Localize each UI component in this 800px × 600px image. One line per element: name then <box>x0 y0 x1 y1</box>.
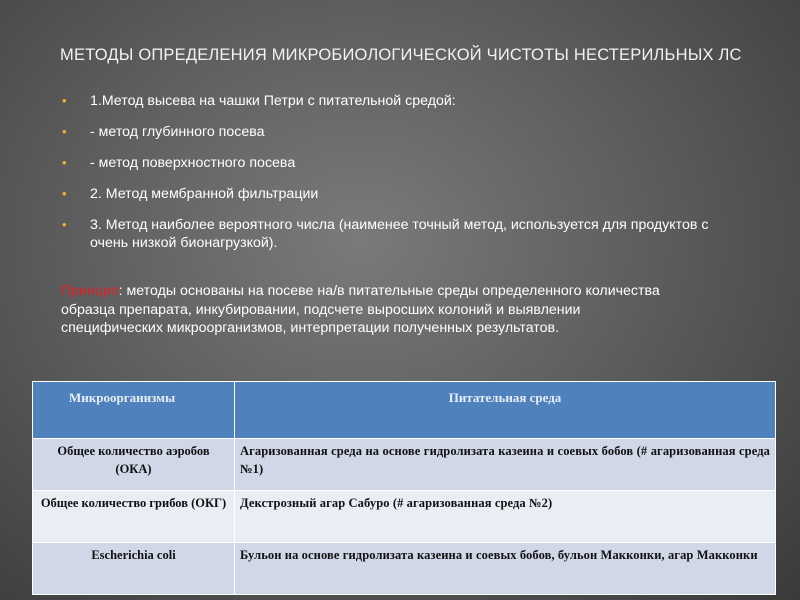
bullet-item: • - метод поверхностного посева <box>62 154 722 172</box>
table-header-row <box>33 382 776 439</box>
principle-label: Принцип <box>61 283 119 299</box>
table-row <box>33 439 776 491</box>
bullet-item: • - метод глубинного посева <box>62 123 722 141</box>
table-row <box>33 543 776 595</box>
bullet-item: • 1.Метод высева на чашки Петри с питательной средой: <box>62 92 722 110</box>
cell-organism: Escherichia coli <box>33 543 235 595</box>
cell-medium: Декстрозный агар Сабуро (# агаризованная среда №2) <box>235 491 776 543</box>
header-microorganisms: Микроорганизмы <box>33 382 235 439</box>
principle-text: : методы основаны на посеве на/в питательные среды определенного количества образца препарата, инкубировании, подсчете выросших колоний и выявлении специфических микроорганизмов, интерпретации полученных результатов. <box>61 283 660 337</box>
media-table <box>32 381 776 595</box>
cell-organism: Общее количество аэробов (ОКА) <box>33 439 235 491</box>
header-medium: Питательная среда <box>235 382 776 439</box>
cell-medium: Агаризованная среда на основе гидролизата казеина и соевых бобов (# агаризованная среда №1) <box>235 439 776 491</box>
bullet-item: • 3. Метод наиболее вероятного числа (наименее точный метод, используется для продуктов с очень низкой бионагрузкой). <box>62 216 722 252</box>
principle-paragraph <box>61 282 661 338</box>
method-list <box>62 92 722 265</box>
table-row <box>33 491 776 543</box>
cell-medium: Бульон на основе гидролизата казеина и соевых бобов, бульон Макконки, агар Макконки <box>235 543 776 595</box>
cell-organism: Общее количество грибов (ОКГ) <box>33 491 235 543</box>
bullet-item: • 2. Метод мембранной фильтрации <box>62 185 722 203</box>
slide-title: МЕТОДЫ ОПРЕДЕЛЕНИЯ МИКРОБИОЛОГИЧЕСКОЙ ЧИСТОТЫ НЕСТЕРИЛЬНЫХ ЛС <box>60 46 742 64</box>
